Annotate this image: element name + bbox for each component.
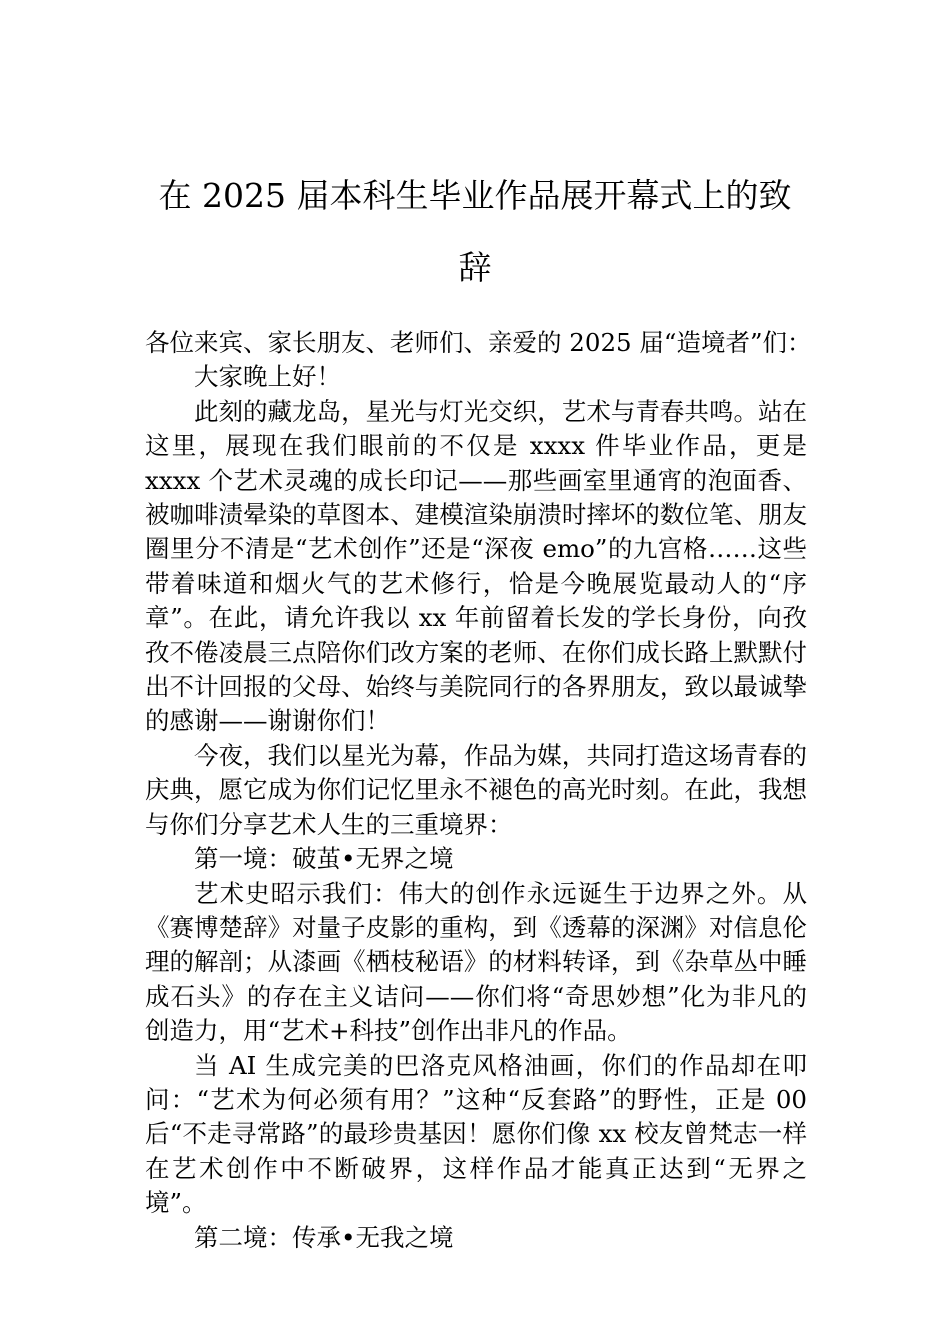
document-body: [145, 326, 812, 1255]
section-heading-second-realm: 第二境：传承•无我之境: [194, 1222, 454, 1252]
salutation: 各位来宾、家长朋友、老师们、亲爱的 2025 届“造境者”们：: [145, 328, 812, 357]
section-heading-first-realm: 第一境：破茧•无界之境: [194, 844, 454, 874]
paragraph-first-realm-1: 艺术史昭示我们：伟大的创作永远诞生于边界之外。从《赛博楚辞》对量子皮影的重构，到《透幕的深渊》对信息伦理的解剖；从漆画《栖枝秘语》的材料转译，到《杂草丛中睡成石头》的存在主义诘问——你们将“奇思妙想”化为非凡的创造力，用“艺术+科技”创作出非凡的作品。: [145, 878, 807, 1046]
paragraph-greeting: 大家晚上好！: [194, 362, 341, 392]
paragraph-intro-realms: 今夜，我们以星光为幕，作品为媒，共同打造这场青春的庆典，愿它成为你们记忆里永不褪色的高光时刻。在此，我想与你们分享艺术人生的三重境界：: [145, 740, 807, 839]
paragraph-opening: 此刻的藏龙岛，星光与灯光交织，艺术与青春共鸣。站在这里，展现在我们眼前的不仅是 xxxx 件毕业作品，更是 xxxx 个艺术灵魂的成长印记——那些画室里通宵的泡面香、被咖啡渍晕染的草图本、建模渲染崩溃时摔坏的数位笔、朋友圈里分不清是“艺术创作”还是“深夜 emo”的九宫格……这些带着味道和烟火气的艺术修行，恰是今晚展览最动人的“序章”。在此，请允许我以 xx 年前留着长发的学长身份，向孜孜不倦凌晨三点陪你们改方案的老师、在你们成长路上默默付出不计回报的父母、始终与美院同行的各界朋友，致以最诚挚的感谢——谢谢你们！: [145, 396, 807, 736]
document-title: 在 2025 届本科生毕业作品展开幕式上的致辞: [158, 176, 792, 287]
paragraph-first-realm-2: 当 AI 生成完美的巴洛克风格油画，你们的作品却在叩问：“艺术为何必须有用？”这种“反套路”的野性，正是 00 后“不走寻常路”的最珍贵基因！愿你们像 xx 校友曾梵志一样在艺术创作中不断破界，这样作品才能真正达到“无界之境”。: [145, 1050, 807, 1218]
